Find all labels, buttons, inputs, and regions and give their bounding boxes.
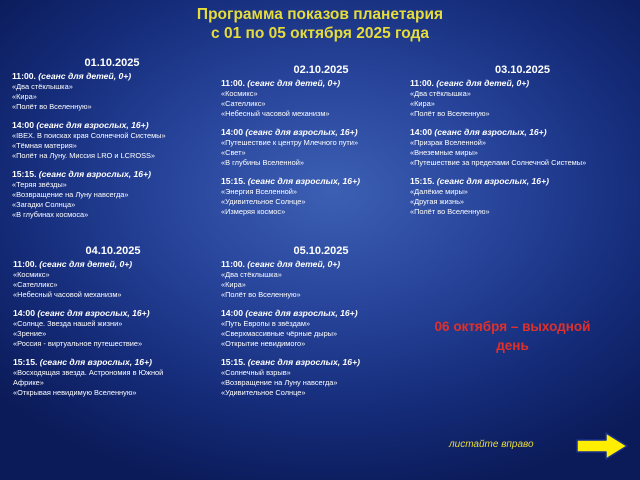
arrow-right-icon[interactable] — [576, 432, 628, 460]
film-item: «Солнечный взрыв» — [221, 368, 291, 377]
film-item: «Зрение» — [13, 329, 47, 338]
session-header: 11:00. (сеанс для детей, 0+) — [221, 259, 341, 269]
film-item: «Путь Европы в звёздам» — [221, 319, 311, 328]
film-item: «Теряя звёзды» — [12, 180, 67, 189]
film-item: Африке» — [13, 378, 44, 387]
film-item: «Путешествие за пределами Солнечной Системы» — [410, 158, 587, 167]
film-item: «IBEX. В поисках края Солнечной Системы» — [12, 131, 166, 140]
session-header: 15:15. (сеанс для взрослых, 16+) — [221, 357, 360, 367]
film-item: «Удивительное Солнце» — [221, 388, 306, 397]
film-item: «Измеряя космос» — [221, 207, 286, 216]
session-header: 11:00. (сеанс для детей, 0+) — [13, 259, 133, 269]
film-item: «Два стёклышка» — [221, 270, 282, 279]
film-item: «Возвращение на Луну навсегда» — [12, 190, 129, 199]
film-item: «Кира» — [410, 99, 435, 108]
session-header: 15:15. (сеанс для взрослых, 16+) — [410, 176, 549, 186]
film-item: «В глубины Вселенной» — [221, 158, 304, 167]
film-item: «Свет» — [221, 148, 246, 157]
film-item: «Открытие невидимого» — [221, 339, 306, 348]
day-column-3 — [410, 63, 635, 217]
film-item: «Призрак Вселенной» — [410, 138, 486, 147]
film-item: «Открывая невидимую Вселенную» — [13, 388, 137, 397]
session-header: 11:00. (сеанс для детей, 0+) — [221, 78, 341, 88]
film-item: «Полёт во Вселенную» — [12, 102, 92, 111]
film-item: «Удивительное Солнце» — [221, 197, 306, 206]
session-header: 14:00 (сеанс для взрослых, 16+) — [13, 308, 150, 318]
day-column-2 — [221, 63, 421, 217]
day-off-notice — [405, 317, 620, 355]
film-item: «Два стёклышка» — [410, 89, 471, 98]
film-item: «Россия - виртуальное путешествие» — [13, 339, 143, 348]
film-item: «Загадки Солнца» — [12, 200, 76, 209]
day-off-line: 06 октября – выходной — [434, 319, 591, 334]
session-header: 14:00 (сеанс для взрослых, 16+) — [221, 308, 358, 318]
film-item: «Полёт во Вселенную» — [221, 290, 301, 299]
film-item: «Кира» — [12, 92, 37, 101]
film-item: «Два стёклышка» — [12, 82, 73, 91]
day-column-4 — [13, 244, 213, 398]
session-header: 15:15. (сеанс для взрослых, 16+) — [13, 357, 152, 367]
film-item: «Энергия Вселенной» — [221, 187, 298, 196]
swipe-hint: листайте вправо — [449, 439, 534, 450]
film-item: «Полёт во Вселенную» — [410, 109, 490, 118]
film-item: «Кира» — [221, 280, 246, 289]
day-column-1 — [12, 56, 212, 220]
film-item: «Другая жизнь» — [410, 197, 465, 206]
film-item: «В глубинах космоса» — [12, 210, 89, 219]
page-title: Программа показов планетария — [196, 6, 444, 23]
film-item: «Сателликс» — [13, 280, 58, 289]
film-item: «Внеземные миры» — [410, 148, 478, 157]
session-header: 14:00 (сеанс для взрослых, 16+) — [221, 127, 358, 137]
film-item: «Сателликс» — [221, 99, 266, 108]
day-date: 02.10.2025 — [293, 64, 349, 76]
day-column-5 — [221, 244, 421, 398]
session-header: 14:00 (сеанс для взрослых, 16+) — [12, 120, 149, 130]
film-item: «Тёмная материя» — [12, 141, 77, 150]
film-item: «Восходящая звезда. Астрономия в Южной — [13, 368, 164, 377]
film-item: «Космикс» — [13, 270, 50, 279]
session-header: 11:00. (сеанс для детей, 0+) — [410, 78, 530, 88]
session-header: 14:00 (сеанс для взрослых, 16+) — [410, 127, 547, 137]
film-item: «Сверхмассивные чёрные дыры» — [221, 329, 338, 338]
film-item: «Небесный часовой механизм» — [13, 290, 122, 299]
film-item: «Космикс» — [221, 89, 258, 98]
film-item: «Солнце. Звезда нашей жизни» — [13, 319, 123, 328]
day-date: 01.10.2025 — [84, 57, 140, 69]
day-date: 04.10.2025 — [85, 245, 141, 257]
film-item: «Путешествие к центру Млечного пути» — [221, 138, 359, 147]
page-subtitle: с 01 по 05 октября 2025 года — [211, 25, 429, 42]
film-item: «Далёкие миры» — [410, 187, 468, 196]
day-date: 03.10.2025 — [494, 64, 551, 76]
film-item: «Полёт на Луну. Миссия LRO и LCROSS» — [12, 151, 156, 160]
film-item: «Возвращение на Луну навсегда» — [221, 378, 338, 387]
film-item: «Небесный часовой механизм» — [221, 109, 330, 118]
session-header: 15:15. (сеанс для взрослых, 16+) — [221, 176, 360, 186]
day-date: 05.10.2025 — [293, 245, 349, 257]
film-item: «Полёт во Вселенную» — [410, 207, 490, 216]
session-header: 11:00. (сеанс для детей, 0+) — [12, 71, 132, 81]
day-off-line: день — [496, 338, 529, 353]
session-header: 15:15. (сеанс для взрослых, 16+) — [12, 169, 151, 179]
